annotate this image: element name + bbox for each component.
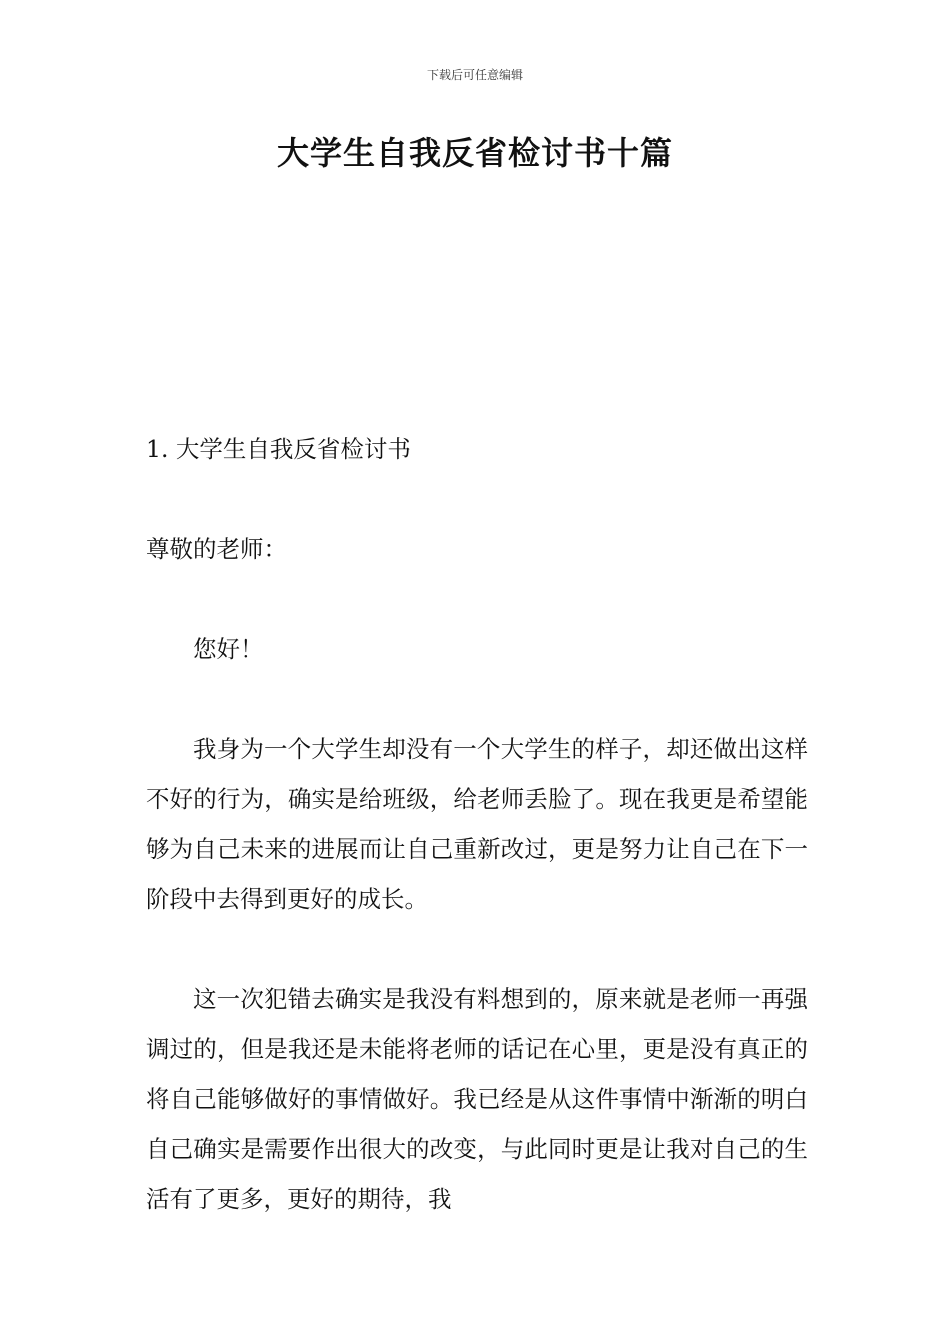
section-heading: 1. 大学生自我反省检讨书 <box>146 435 411 463</box>
header-note: 下载后可任意编辑 <box>426 68 523 82</box>
greeting: 您好！ <box>193 635 264 663</box>
document-title: 大学生自我反省检讨书十篇 <box>276 134 673 172</box>
salutation: 尊敬的老师： <box>146 535 287 563</box>
paragraph: 我身为一个大学生却没有一个大学生的样子，却还做出这样不好的行为，确实是给班级，给老师丢脸了。现在我更是希望能够为自己未来的进展而让自己重新改过，更是努力让自己在下一阶段中去得到更好的成长。 <box>146 735 808 913</box>
paragraph: 这一次犯错去确实是我没有料想到的，原来就是老师一再强调过的，但是我还是未能将老师的话记在心里，更是没有真正的将自己能够做好的事情做好。我已经是从这件事情中渐渐的明白自己确实是需要作出很大的改变，与此同时更是让我对自己的生活有了更多，更好的期待，我 <box>146 985 808 1213</box>
document-body <box>146 424 808 1274</box>
